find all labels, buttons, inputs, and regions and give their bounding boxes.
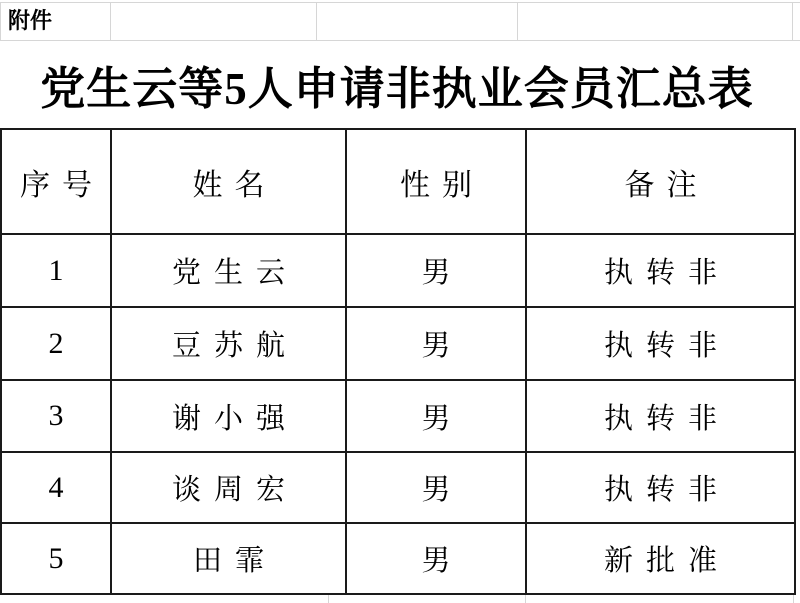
gridline <box>110 2 111 40</box>
attachment-label: 附件 <box>8 8 53 33</box>
cell-gender: 男 <box>346 452 526 523</box>
cell-serial: 2 <box>1 307 111 380</box>
page-title: 党生云等5人申请非执业会员汇总表 <box>40 63 754 114</box>
gridline <box>517 2 518 40</box>
table-row <box>1 380 795 452</box>
cell-name: 谢小强 <box>111 380 346 452</box>
cell-serial: 1 <box>1 234 111 307</box>
table-row <box>1 234 795 307</box>
gridline <box>525 595 526 603</box>
gridline <box>792 2 793 40</box>
column-header-name: 姓名 <box>111 129 346 234</box>
cell-remark: 执转非 <box>526 380 795 452</box>
cell-remark: 执转非 <box>526 307 795 380</box>
gridline <box>328 595 329 603</box>
summary-table <box>0 128 796 595</box>
table-row <box>1 307 795 380</box>
gridline <box>0 2 1 40</box>
cell-remark: 执转非 <box>526 234 795 307</box>
cell-name: 谈周宏 <box>111 452 346 523</box>
column-header-gender: 性别 <box>346 129 526 234</box>
cell-remark: 新批准 <box>526 523 795 594</box>
gridline <box>793 595 794 603</box>
cell-serial: 4 <box>1 452 111 523</box>
cell-name: 豆苏航 <box>111 307 346 380</box>
cell-serial: 3 <box>1 380 111 452</box>
table-row <box>1 523 795 594</box>
cell-serial: 5 <box>1 523 111 594</box>
cell-gender: 男 <box>346 523 526 594</box>
gridline <box>0 2 800 3</box>
table-row <box>1 452 795 523</box>
header-row <box>1 129 795 234</box>
table-header <box>1 129 795 234</box>
gridline <box>316 2 317 40</box>
gridline <box>0 40 800 41</box>
cell-gender: 男 <box>346 307 526 380</box>
column-header-serial: 序号 <box>1 129 111 234</box>
table-body <box>1 234 795 594</box>
cell-gender: 男 <box>346 380 526 452</box>
cell-remark: 执转非 <box>526 452 795 523</box>
column-header-remark: 备注 <box>526 129 795 234</box>
cell-gender: 男 <box>346 234 526 307</box>
cell-name: 党生云 <box>111 234 346 307</box>
cell-name: 田霏 <box>111 523 346 594</box>
